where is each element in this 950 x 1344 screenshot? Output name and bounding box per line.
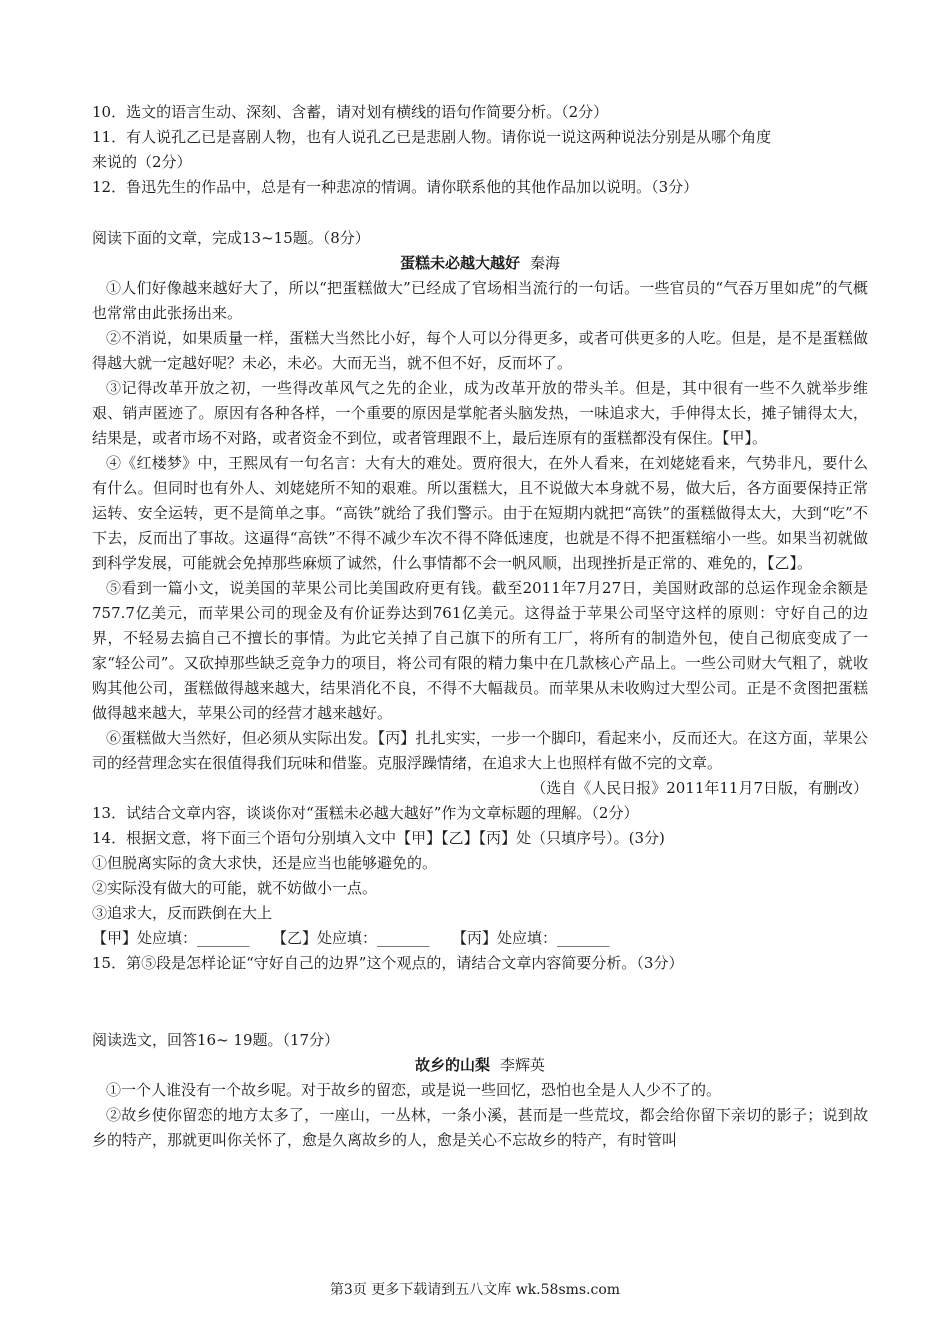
article-1-paragraph-2: ②不消说，如果质量一样，蛋糕大当然比小好，每个人可以分得更多，或者可供更多的人吃。但是，是不是蛋糕做得越大就一定越好呢？未必，未必。大而无当，就不但不好，反而坏了。 — [92, 329, 868, 372]
reading-section-1 — [92, 226, 868, 801]
article-2-paragraph-1: ①一个人谁没有一个故乡呢。对于故乡的留恋，或是说一些回忆，恐怕也全是人人少不了的。 — [106, 1081, 722, 1099]
article-1-source: （选自《人民日报》2011年11月7日版，有删改） — [531, 779, 868, 797]
article-2-heading — [92, 1053, 868, 1078]
option-1: ①但脱离实际的贪大求快，还是应当也能够避免的。 — [92, 854, 438, 872]
article-1-paragraph-5: ⑤看到一篇小文，说美国的苹果公司比美国政府更有钱。截至2011年7月27日，美国财政部的总运作现金余额是757.7亿美元，而苹果公司的现金及有价证券达到761亿美元。这得益于苹果公司坚守这样的原则：守好自己的边界，不轻易去搞自己不擅长的事情。为此它关掉了自己旗下的所有工厂，将所有的制造外包，使自己彻底变成了一家“轻公司”。又砍掉那些缺乏竞争力的项目，将公司有限的精力集中在几款核心产品上。一些公司财大气粗了，就收购其他公司，蛋糕做得越来越大，结果消化不良，不得不大幅裁员。而苹果从未收购过大型公司。正是不贪图把蛋糕做得越来越大，苹果公司的经营才越来越好。 — [92, 579, 868, 722]
spacer — [92, 976, 868, 1028]
question-12: 12．鲁迅先生的作品中，总是有一种悲凉的情调。请你联系他的其他作品加以说明。（3分） — [92, 178, 699, 196]
questions-mid — [92, 801, 868, 976]
spacer — [92, 200, 868, 226]
question-14: 14．根据文意，将下面三个语句分别填入文中【甲】【乙】【丙】处（只填序号）。(3分) — [92, 829, 665, 847]
question-10: 10．选文的语言生动、深刻、含蓄，请对划有横线的语句作简要分析。（2分） — [92, 103, 609, 121]
option-2: ②实际没有做大的可能，就不妨做小一点。 — [92, 879, 378, 897]
article-1-paragraph-3: ③记得改革开放之初，一些得改革风气之先的企业，成为改革开放的带头羊。但是，其中很有一些不久就举步维艰、销声匿迹了。原因有各种各样，一个重要的原因是掌舵者头脑发热，一味追求大，手伸得太长，摊子铺得太大，结果是，或者市场不对路，或者资金不到位，或者管理跟不上，最后连原有的蛋糕都没有保住。【甲】。 — [92, 379, 868, 447]
article-2-author: 李辉英 — [500, 1056, 546, 1074]
article-1-author: 秦海 — [530, 254, 561, 272]
page-footer: 第3页 更多下载请到五八文库 wk.58sms.com — [329, 1282, 621, 1298]
question-13: 13．试结合文章内容，谈谈你对“蛋糕未必越大越好”作为文章标题的理解。（2分） — [92, 804, 639, 822]
question-11: 11．有人说孔乙已是喜剧人物，也有人说孔乙已是悲剧人物。请你说一说这两种说法分别是从哪个角度 — [92, 128, 772, 146]
article-1-title: 蛋糕未必越大越好 — [399, 254, 520, 272]
reading-2-intro: 阅读选文，回答16~ 19题。（17分） — [92, 1031, 340, 1049]
article-1-paragraph-4: ④《红楼梦》中，王熙凤有一句名言：大有大的难处。贾府很大，在外人看来，在刘姥姥看来，气势非凡，要什么有什么。但同时也有外人、刘姥姥所不知的艰难。所以蛋糕大，且不说做大本身就不易，做大后，各方面要保持正常运转、安全运转，更不是简单之事。“高铁”就给了我们警示。由于在短期内就把“高铁”的蛋糕做得太大，大到“吃”不下去，反而出了事故。这逼得“高铁”不得不减少车次不得不降低速度，也就是不得不把蛋糕缩小一些。如果当初就做到科学发展，可能就会免掉那些麻烦了诚然，什么事情都不会一帆风顺，出现挫折是正常的、难免的，【乙】。 — [92, 454, 868, 572]
questions-top — [92, 100, 868, 200]
page-content — [92, 100, 868, 1153]
question-11-cont: 来说的（2分） — [92, 153, 192, 171]
question-15: 15．第⑤段是怎样论证“守好自己的边界”这个观点的，请结合文章内容简要分析。（3分） — [92, 954, 684, 972]
article-1-paragraph-6: ⑥蛋糕做大当然好，但必须从实际出发。【丙】扎扎实实，一步一个脚印，看起来小，反而还大。在这方面，苹果公司的经营理念实在很值得我们玩味和借鉴。克服浮躁情绪，在追求大上也照样有做不完的文章。 — [92, 729, 868, 772]
reading-1-intro: 阅读下面的文章，完成13~15题。（8分） — [92, 229, 370, 247]
article-2-title: 故乡的山梨 — [414, 1056, 490, 1074]
reading-section-2 — [92, 1028, 868, 1153]
article-1-heading — [92, 251, 868, 276]
article-1-paragraph-1: ①人们好像越来越好大了，所以“把蛋糕做大”已经成了官场相当流行的一句话。一些官员的“气吞万里如虎”的气概也常常由此张扬出来。 — [92, 279, 868, 322]
fill-blanks: 【甲】处应填：_______ 【乙】处应填：_______ 【丙】处应填：_______ — [92, 929, 610, 947]
article-2-paragraph-2: ②故乡使你留恋的地方太多了，一座山，一丛林，一条小溪，甚而是一些荒坟，都会给你留下亲切的影子；说到故乡的特产，那就更叫你关怀了，愈是久离故乡的人，愈是关心不忘故乡的特产，有时管叫 — [92, 1106, 868, 1149]
option-3: ③追求大，反而跌倒在大上 — [92, 904, 273, 922]
